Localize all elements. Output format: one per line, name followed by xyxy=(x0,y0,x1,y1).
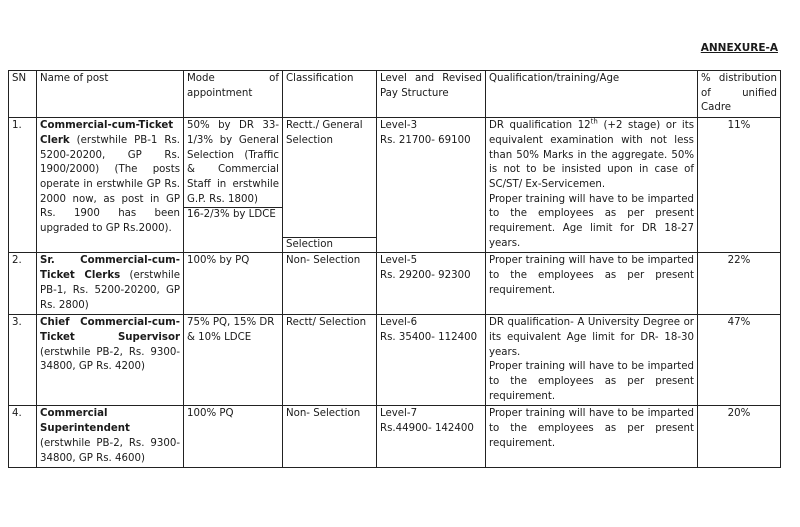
row-level xyxy=(377,253,486,315)
level-text: Level-5 xyxy=(380,255,418,267)
cadre-table xyxy=(8,70,781,468)
level-text: Level-6 xyxy=(380,317,418,329)
row-distribution: 47% xyxy=(698,315,781,406)
training-text: Proper training will have to be imparted to the employees as per present requirement. xyxy=(489,361,694,402)
table-row xyxy=(9,406,781,468)
post-title: Sr. Commercial-cum-Ticket Clerks xyxy=(40,255,180,282)
post-details: (erstwhile PB-1, Rs. 5200-20200, GP Rs. 2800) xyxy=(40,270,180,311)
row-level xyxy=(377,118,486,253)
header-mode: Mode of appointment xyxy=(184,71,283,118)
row-sn: 2. xyxy=(9,253,37,315)
post-details: (erstwhile PB-1 Rs. 5200-20200, GP Rs. 1900/2000) (The posts operate in erstwhile GP Rs. 2000 now, as post in GP Rs. 1900 has been upgraded to GP Rs.2000). xyxy=(40,134,180,235)
row-sn: 4. xyxy=(9,406,37,468)
row-qualification: Proper training will have to be imparted to the employees as per present requirement. xyxy=(486,406,698,468)
row-mode xyxy=(184,118,283,253)
mode-text: 50% by DR 33-1/3% by General Selection (Traffic & Commercial Staff in erstwhile G.P. Rs. 1800) xyxy=(187,120,279,205)
row-level xyxy=(377,315,486,406)
pay-text: Rs.44900- 142400 xyxy=(380,423,474,435)
row-classification: Rectt/ Selection xyxy=(283,315,377,406)
pay-text: Rs. 35400- 112400 xyxy=(380,331,478,343)
header-qualification: Qualification/training/Age xyxy=(486,71,698,118)
row-post-name xyxy=(37,315,184,406)
post-title: Commercial Superintendent xyxy=(40,408,130,435)
training-text: Proper training will have to be imparted to the employees as per present requirement. Age limit for DR 18-27 years. xyxy=(489,193,694,249)
post-details: (erstwhile PB-2, Rs. 9300-34800, GP Rs. 4600) xyxy=(40,437,180,464)
level-text: Level-3 xyxy=(380,120,418,132)
level-text: Level-7 xyxy=(380,408,418,420)
pay-text: Rs. 29200- 92300 xyxy=(380,270,471,282)
row-post-name xyxy=(37,253,184,315)
header-sn: SN xyxy=(9,71,37,118)
qualification-text: DR qualification- A University Degree or its equivalent Age limit for DR- 18-30 years. xyxy=(489,317,694,358)
row-classification: Non- Selection xyxy=(283,406,377,468)
row-qualification xyxy=(486,118,698,253)
row-classification: Non- Selection xyxy=(283,253,377,315)
mode-text-ldce: 16-2/3% by LDCE xyxy=(184,207,282,223)
post-title: Commercial-cum-Ticket Clerk xyxy=(40,120,174,146)
table-row xyxy=(9,253,781,315)
header-classification: Classification xyxy=(283,71,377,118)
row-mode: 75% PQ, 15% DR & 10% LDCE xyxy=(184,315,283,406)
table-row xyxy=(9,118,781,253)
pay-text: Rs. 21700- 69100 xyxy=(380,134,471,146)
post-details: (erstwhile PB-2, Rs. 9300-34800, GP Rs. 4200) xyxy=(40,346,180,373)
row-mode: 100% by PQ xyxy=(184,253,283,315)
header-distribution: % distribution of unified Cadre xyxy=(698,71,781,118)
row-mode: 100% PQ xyxy=(184,406,283,468)
header-name: Name of post xyxy=(37,71,184,118)
row-distribution: 11% xyxy=(698,118,781,253)
row-sn: 3. xyxy=(9,315,37,406)
classification-text-ldce: Selection xyxy=(283,237,376,253)
table-row xyxy=(9,315,781,406)
table-header-row xyxy=(9,71,781,118)
row-distribution: 20% xyxy=(698,406,781,468)
row-qualification xyxy=(486,315,698,406)
header-level: Level and Revised Pay Structure xyxy=(377,71,486,118)
annexure-title: ANNEXURE-A xyxy=(700,42,778,54)
qualification-text: DR qualification 12th (+2 stage) or its equivalent examination with not less than 50% Marks in the aggregate. 50% is not to be insisted upon in case of SC/ST/ Ex-Servicemen. xyxy=(489,117,694,190)
row-classification xyxy=(283,118,377,253)
row-post-name xyxy=(37,118,184,253)
row-sn: 1. xyxy=(9,118,37,253)
classification-text: Rectt./ General Selection xyxy=(286,120,363,146)
row-post-name xyxy=(37,406,184,468)
row-level xyxy=(377,406,486,468)
row-distribution: 22% xyxy=(698,253,781,315)
post-title: Chief Commercial-cum-Ticket Supervisor xyxy=(40,317,180,343)
row-qualification: Proper training will have to be imparted to the employees as per present requirement. xyxy=(486,253,698,315)
